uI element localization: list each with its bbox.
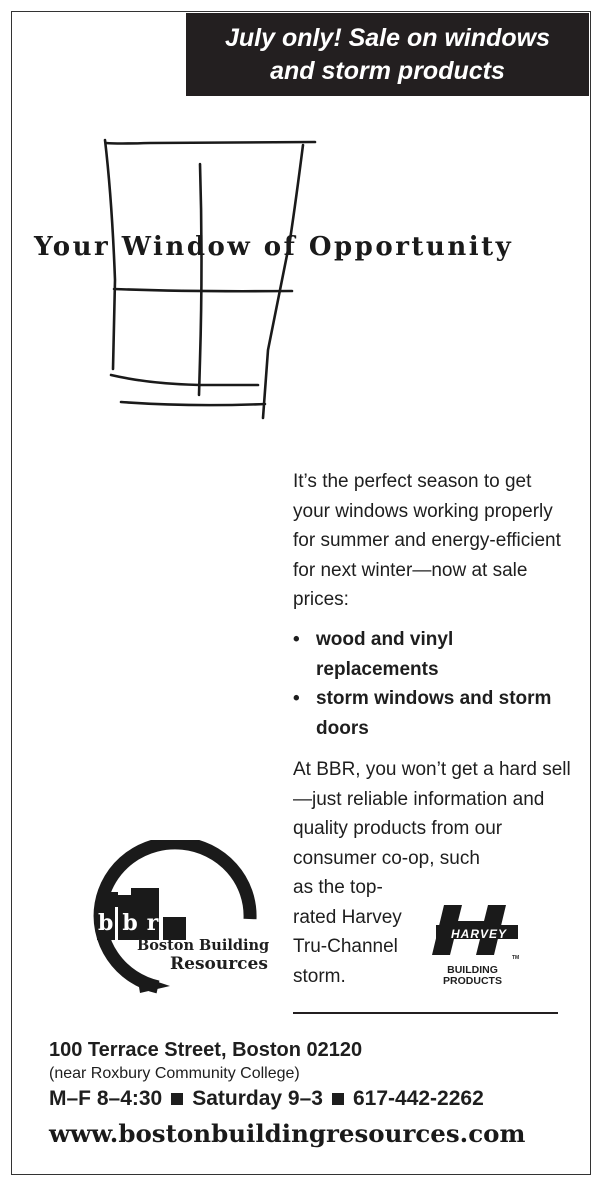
bbr-logo (70, 840, 285, 1000)
hours-and-phone (49, 1087, 484, 1111)
bbr-name-line-1: Boston Building (137, 937, 270, 954)
list-item: • wood and vinyl replacements (293, 625, 573, 684)
phone-number: 617-442-2262 (352, 1087, 484, 1110)
intro-paragraph: It’s the perfect season to get your windows working properly for summer and energy-efficient for next winter—now at sale prices: (293, 471, 561, 610)
harvey-wordmark: HARVEY (450, 927, 507, 941)
address-note: (near Roxbury Community College) (49, 1065, 300, 1082)
harvey-tagline (430, 965, 515, 987)
bbr-letters: bbr (98, 910, 168, 936)
weekday-hours: M–F 8–4:30 (49, 1087, 163, 1110)
harvey-tagline-line-1: BUILDING (447, 964, 498, 976)
closing-paragraph: At BBR, you won’t get a hard sell—just reliable information and quality products from our consumer co-op, such (293, 759, 571, 869)
street-address: 100 Terrace Street, Boston 02120 (49, 1039, 363, 1061)
list-item: • storm windows and storm doors (293, 684, 573, 743)
saturday-hours: Saturday 9–3 (192, 1087, 323, 1110)
headline: Your Window of Opportunity (34, 232, 514, 262)
square-separator-icon (332, 1093, 344, 1105)
harvey-tagline-line-2: PRODUCTS (443, 975, 502, 987)
banner-line-1: July only! Sale on windows (224, 24, 551, 52)
website-link[interactable]: www.bostonbuildingresources.com (49, 1119, 526, 1148)
banner-line-2: and storm products (270, 57, 505, 85)
harvey-trademark: TM (512, 955, 520, 961)
square-separator-icon (171, 1093, 183, 1105)
divider (293, 1012, 558, 1014)
closing-paragraph-tail: as the top-rated Harvey Tru-Channel storm. (293, 877, 402, 987)
product-list (293, 625, 573, 743)
bbr-name-line-2: Resources (170, 954, 268, 974)
harvey-logo (430, 903, 525, 993)
window-sketch-icon (0, 0, 603, 430)
